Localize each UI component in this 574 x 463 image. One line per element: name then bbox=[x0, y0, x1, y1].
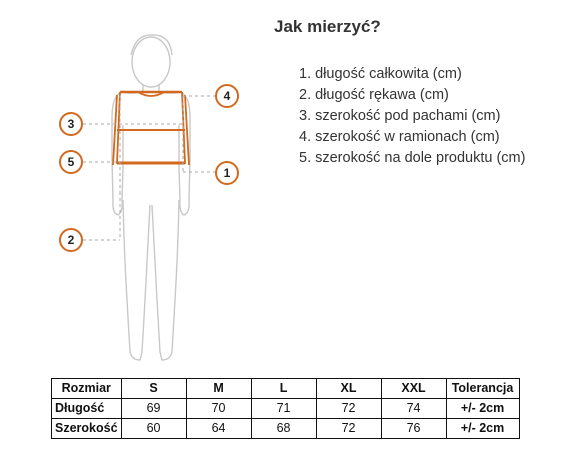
legend-item: 5. szerokość na dole produktu (cm) bbox=[299, 150, 526, 166]
table-row bbox=[52, 399, 520, 419]
table-cell: 60 bbox=[121, 419, 186, 439]
measurement-legend bbox=[299, 64, 525, 169]
body-silhouette bbox=[112, 35, 190, 360]
table-header-cell: S bbox=[121, 379, 186, 399]
table-cell: 71 bbox=[251, 399, 316, 419]
table-header-cell: Rozmiar bbox=[52, 379, 122, 399]
table-header-cell: M bbox=[186, 379, 251, 399]
page-title: Jak mierzyć? bbox=[274, 17, 381, 36]
svg-text:2: 2 bbox=[67, 233, 75, 247]
table-cell: +/- 2cm bbox=[446, 399, 519, 419]
legend-item: 3. szerokość pod pachami (cm) bbox=[299, 108, 501, 124]
table-cell: 64 bbox=[186, 419, 251, 439]
table-cell: 72 bbox=[316, 399, 381, 419]
size-table bbox=[51, 378, 520, 439]
marker-1 bbox=[216, 162, 238, 184]
marker-4 bbox=[216, 85, 238, 107]
svg-text:1: 1 bbox=[223, 166, 231, 180]
legend-item: 1. długość całkowita (cm) bbox=[299, 66, 462, 82]
table-header-cell: XXL bbox=[381, 379, 446, 399]
table-cell: 74 bbox=[381, 399, 446, 419]
table-cell: 70 bbox=[186, 399, 251, 419]
table-cell: 68 bbox=[251, 419, 316, 439]
table-header-cell: Tolerancja bbox=[446, 379, 519, 399]
table-cell: 72 bbox=[316, 419, 381, 439]
legend-item: 2. długość rękawa (cm) bbox=[299, 87, 449, 103]
table-header-cell: XL bbox=[316, 379, 381, 399]
svg-text:3: 3 bbox=[67, 117, 75, 131]
table-header-row bbox=[52, 379, 520, 399]
table-row-label: Długość bbox=[52, 399, 122, 419]
marker-3 bbox=[60, 113, 82, 135]
table-row bbox=[52, 419, 520, 439]
marker-2 bbox=[60, 229, 82, 251]
legend-item: 4. szerokość w ramionach (cm) bbox=[299, 129, 500, 145]
table-header-cell: L bbox=[251, 379, 316, 399]
garment-outline bbox=[113, 92, 189, 165]
svg-text:4: 4 bbox=[223, 89, 231, 103]
table-row-label: Szerokość bbox=[52, 419, 122, 439]
svg-text:5: 5 bbox=[67, 155, 75, 169]
table-cell: 69 bbox=[121, 399, 186, 419]
marker-5 bbox=[60, 151, 82, 173]
table-cell: +/- 2cm bbox=[446, 419, 519, 439]
table-cell: 76 bbox=[381, 419, 446, 439]
